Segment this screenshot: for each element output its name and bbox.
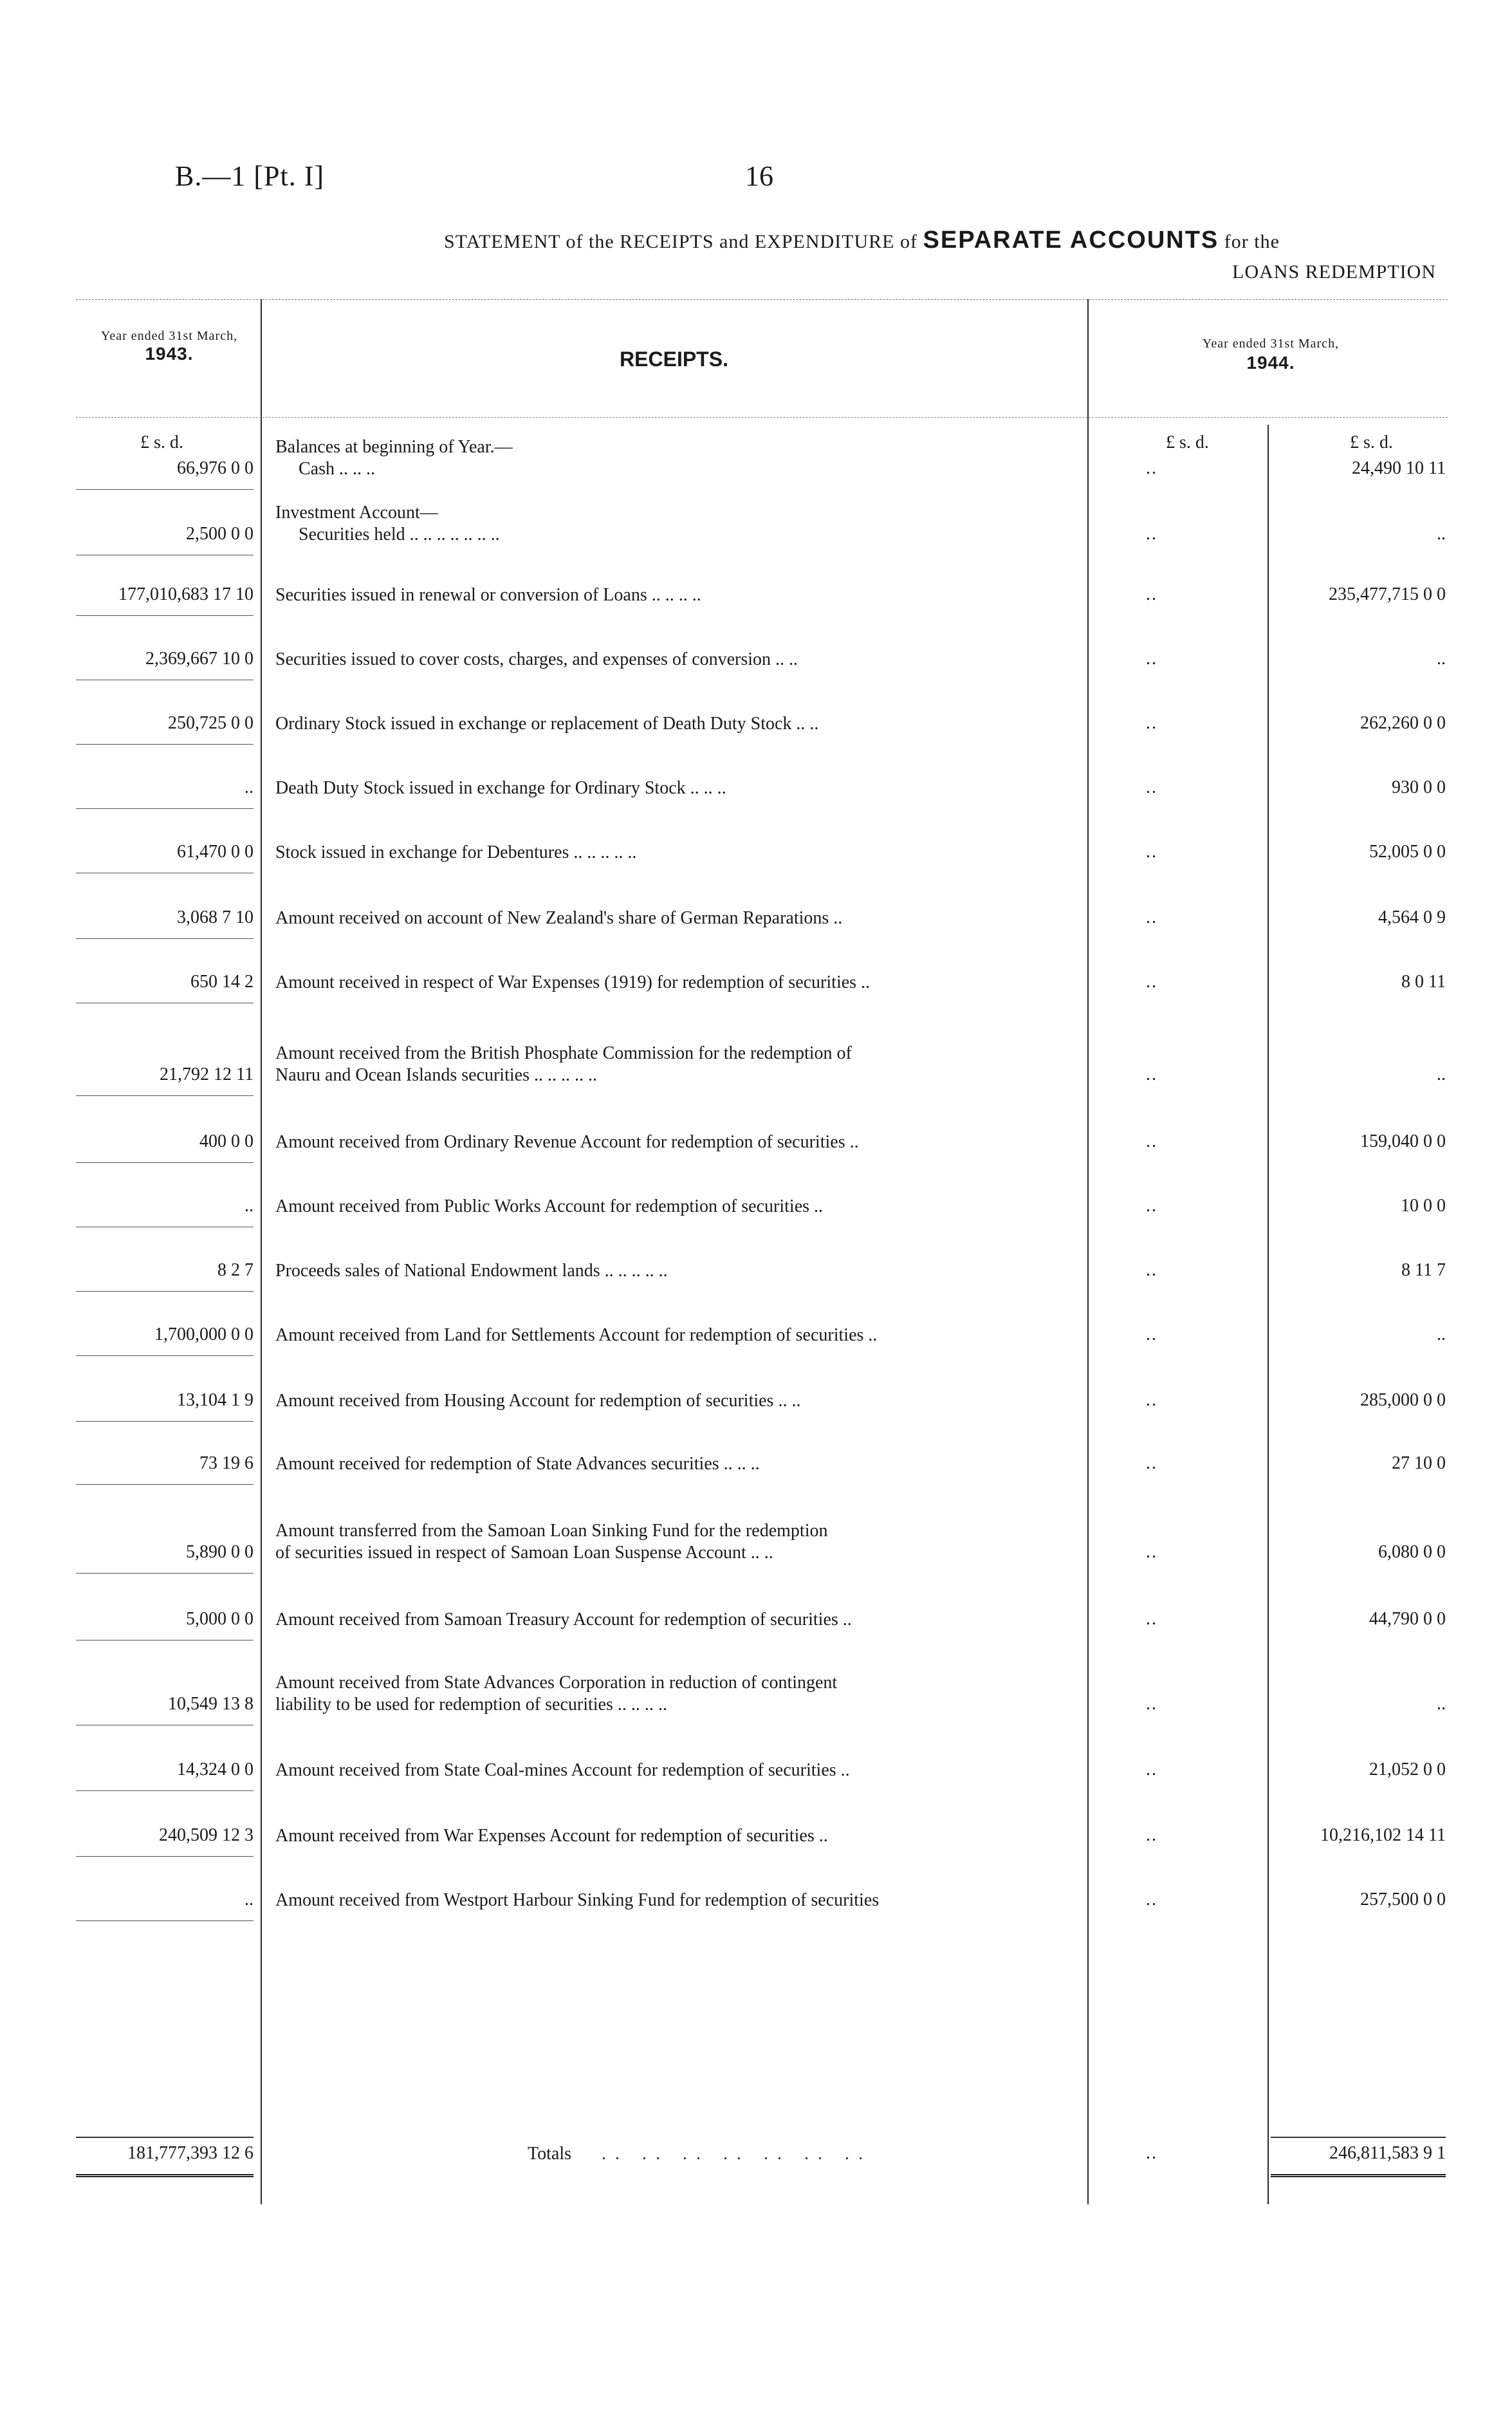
totals-double-rule-1944 bbox=[1271, 2174, 1446, 2177]
description-line: Amount received from State Coal-mines Account for redemption of securities .. bbox=[275, 1760, 850, 1780]
value-1944: 8 0 11 bbox=[1401, 972, 1446, 992]
value-1943: 650 14 2 bbox=[190, 972, 254, 992]
header-year-1943 bbox=[76, 328, 263, 364]
page-code: B.—1 [Pt. I] bbox=[175, 160, 324, 192]
value-1944: .. bbox=[1437, 649, 1446, 669]
description-line: Investment Account— bbox=[275, 503, 438, 523]
row-rule bbox=[76, 1162, 254, 1163]
value-1944: .. bbox=[1437, 1694, 1446, 1714]
value-1944: 285,000 0 0 bbox=[1360, 1390, 1446, 1410]
description bbox=[275, 1825, 1067, 1847]
placeholder-dots: .. bbox=[1146, 777, 1157, 797]
value-1943: 1,700,000 0 0 bbox=[154, 1324, 254, 1344]
value-1944: 8 11 7 bbox=[1401, 1260, 1446, 1280]
header-top-rule bbox=[76, 299, 1448, 300]
placeholder-dots: .. bbox=[1146, 1453, 1157, 1473]
currency-header-1944-right: £ s. d. bbox=[1350, 432, 1393, 452]
description-line: Amount transferred from the Samoan Loan Sinking Fund for the redemption bbox=[275, 1521, 828, 1541]
value-1943: 240,509 12 3 bbox=[159, 1825, 254, 1845]
value-1943: 5,000 0 0 bbox=[186, 1609, 254, 1629]
currency-header-1943: £ s. d. bbox=[140, 432, 183, 452]
placeholder-dots: .. bbox=[1146, 1064, 1157, 1084]
row-rule bbox=[76, 1355, 254, 1356]
row-rule bbox=[76, 808, 254, 809]
placeholder-dots: .. bbox=[1146, 1260, 1157, 1280]
value-1943: .. bbox=[244, 1196, 254, 1216]
description bbox=[275, 972, 1067, 994]
placeholder-dots: .. bbox=[1146, 907, 1157, 927]
value-1943: 2,500 0 0 bbox=[186, 524, 254, 544]
row-rule bbox=[76, 744, 254, 745]
value-1943: .. bbox=[244, 1890, 254, 1909]
header-year-1943-value: 1943. bbox=[145, 344, 194, 364]
value-1943: 2,369,667 10 0 bbox=[145, 649, 254, 669]
description bbox=[275, 1453, 1067, 1475]
description-line: Amount received from Housing Account for redemption of securities .. .. bbox=[275, 1391, 801, 1411]
placeholder-dots: .. bbox=[1146, 1131, 1157, 1151]
title-prefix: STATEMENT of the RECEIPTS and EXPENDITURE of bbox=[444, 231, 917, 252]
description bbox=[275, 1260, 1067, 1282]
value-1944: 10 0 0 bbox=[1401, 1196, 1446, 1216]
value-1944: 27 10 0 bbox=[1392, 1453, 1446, 1473]
placeholder-dots: .. bbox=[1146, 972, 1157, 992]
row-rule bbox=[76, 1421, 254, 1422]
description bbox=[275, 436, 1067, 480]
description-line: Amount received from Samoan Treasury Account for redemption of securities .. bbox=[275, 1610, 852, 1630]
value-1943: 250,725 0 0 bbox=[168, 713, 254, 733]
description bbox=[275, 777, 1067, 799]
value-1944: .. bbox=[1437, 524, 1446, 544]
value-1944: 21,052 0 0 bbox=[1369, 1760, 1446, 1779]
value-1943: 61,470 0 0 bbox=[177, 842, 254, 862]
row-rule bbox=[76, 1790, 254, 1791]
totals-leader: .. .. .. .. .. .. .. bbox=[602, 2144, 872, 2164]
totals-1944: 246,811,583 9 1 bbox=[1329, 2143, 1446, 2163]
value-1944: 257,500 0 0 bbox=[1360, 1890, 1446, 1909]
row-rule bbox=[76, 615, 254, 616]
totals-dots: .. bbox=[1146, 2143, 1157, 2163]
description-line: Amount received from Public Works Account for redemption of securities .. bbox=[275, 1196, 824, 1216]
statement-title bbox=[444, 227, 1280, 254]
value-1943: 66,976 0 0 bbox=[177, 458, 254, 478]
page-number: 16 bbox=[745, 160, 773, 192]
value-1944: 24,490 10 11 bbox=[1352, 458, 1446, 478]
placeholder-dots: .. bbox=[1146, 1196, 1157, 1216]
placeholder-dots: .. bbox=[1146, 1324, 1157, 1344]
description bbox=[275, 713, 1067, 735]
value-1944: 52,005 0 0 bbox=[1369, 842, 1446, 862]
description-line: Amount received from War Expenses Account for redemption of securities .. bbox=[275, 1826, 828, 1846]
row-rule bbox=[76, 489, 254, 490]
row-rule bbox=[76, 1856, 254, 1857]
description bbox=[275, 502, 1067, 546]
description bbox=[275, 1672, 1067, 1716]
row-rule bbox=[76, 1484, 254, 1485]
description bbox=[275, 584, 1067, 606]
title-suffix: for the bbox=[1224, 231, 1280, 252]
value-1944: 262,260 0 0 bbox=[1360, 713, 1446, 733]
row-rule bbox=[76, 1291, 254, 1292]
description-line: Stock issued in exchange for Debentures .. .. .. .. .. bbox=[275, 842, 637, 862]
description bbox=[275, 1890, 1067, 1911]
placeholder-dots: .. bbox=[1146, 1390, 1157, 1410]
value-1943: 14,324 0 0 bbox=[177, 1760, 254, 1779]
description bbox=[275, 907, 1067, 929]
header-bottom-rule bbox=[76, 417, 1448, 418]
placeholder-dots: .. bbox=[1146, 524, 1157, 544]
placeholder-dots: .. bbox=[1146, 842, 1157, 862]
totals-rule-1943 bbox=[76, 2137, 254, 2138]
row-rule bbox=[76, 1095, 254, 1096]
description-line: Amount received from Ordinary Revenue Account for redemption of securities .. bbox=[275, 1132, 859, 1152]
value-1944: 44,790 0 0 bbox=[1369, 1609, 1446, 1629]
description-line: Proceeds sales of National Endowment lands .. .. .. .. .. bbox=[275, 1261, 668, 1281]
description bbox=[275, 1131, 1067, 1153]
placeholder-dots: .. bbox=[1146, 584, 1157, 604]
placeholder-dots: .. bbox=[1146, 713, 1157, 733]
header-receipts: RECEIPTS. bbox=[620, 348, 728, 371]
description-line: Securities issued to cover costs, charges, and expenses of conversion .. .. bbox=[275, 649, 798, 669]
description-line: Securities issued in renewal or conversion of Loans .. .. .. .. bbox=[275, 585, 701, 605]
description-line: Amount received from State Advances Corporation in reduction of contingent bbox=[275, 1673, 838, 1693]
row-rule bbox=[76, 1920, 254, 1921]
description-line: Cash .. .. .. bbox=[299, 459, 375, 479]
description-line: Amount received on account of New Zealand's share of German Reparations .. bbox=[275, 908, 843, 928]
placeholder-dots: .. bbox=[1146, 1542, 1157, 1562]
description-line: Balances at beginning of Year.— bbox=[275, 437, 513, 457]
value-1944: 10,216,102 14 11 bbox=[1320, 1825, 1446, 1845]
totals-double-rule-1943 bbox=[76, 2174, 254, 2177]
description bbox=[275, 1609, 1067, 1631]
value-1944: 6,080 0 0 bbox=[1378, 1542, 1446, 1562]
placeholder-dots: .. bbox=[1146, 1825, 1157, 1845]
description-line: Nauru and Ocean Islands securities .. .. .. .. .. bbox=[275, 1065, 597, 1085]
placeholder-dots: .. bbox=[1146, 1609, 1157, 1629]
placeholder-dots: .. bbox=[1146, 458, 1157, 478]
value-1944: .. bbox=[1437, 1064, 1446, 1084]
description bbox=[275, 649, 1067, 671]
placeholder-dots: .. bbox=[1146, 1694, 1157, 1714]
value-1944: 930 0 0 bbox=[1392, 777, 1446, 797]
totals-rule-1944 bbox=[1271, 2137, 1446, 2138]
row-rule bbox=[76, 1573, 254, 1574]
header-year-1944 bbox=[1094, 335, 1448, 373]
description-line: Amount received for redemption of State Advances securities .. .. .. bbox=[275, 1454, 760, 1474]
value-1944: .. bbox=[1437, 1324, 1446, 1344]
value-1943: 21,792 12 11 bbox=[160, 1064, 254, 1084]
title-accounts: SEPARATE ACCOUNTS bbox=[923, 227, 1219, 254]
value-1944: 4,564 0 9 bbox=[1378, 907, 1446, 927]
description bbox=[275, 1324, 1067, 1346]
column-divider-1 bbox=[261, 299, 262, 2204]
description-line: Amount received from Westport Harbour Sinking Fund for redemption of securities bbox=[275, 1890, 880, 1910]
placeholder-dots: .. bbox=[1146, 1890, 1157, 1909]
row-rule bbox=[76, 938, 254, 939]
description-line: liability to be used for redemption of securities .. .. .. .. bbox=[275, 1695, 667, 1714]
header-year-1944-label: Year ended 31st March, bbox=[1202, 337, 1340, 351]
header-year-1943-label: Year ended 31st March, bbox=[100, 329, 238, 343]
description bbox=[275, 1760, 1067, 1781]
description bbox=[275, 1520, 1067, 1564]
placeholder-dots: .. bbox=[1146, 1760, 1157, 1779]
description bbox=[275, 1196, 1067, 1218]
column-divider-3 bbox=[1268, 425, 1269, 2204]
description-line: Amount received from Land for Settlements Account for redemption of securities .. bbox=[275, 1325, 878, 1345]
totals-1943: 181,777,393 12 6 bbox=[127, 2143, 254, 2163]
description-line: Ordinary Stock issued in exchange or replacement of Death Duty Stock .. .. bbox=[275, 714, 819, 734]
description-line: Securities held .. .. .. .. .. .. .. bbox=[299, 525, 500, 544]
placeholder-dots: .. bbox=[1146, 649, 1157, 669]
value-1943: 13,104 1 9 bbox=[177, 1390, 254, 1410]
statement-subtitle: LOANS REDEMPTION bbox=[1232, 261, 1436, 283]
description-line: Amount received from the British Phosphate Commission for the redemption of bbox=[275, 1043, 852, 1063]
value-1943: 177,010,683 17 10 bbox=[118, 584, 254, 604]
header-year-1944-value: 1944. bbox=[1246, 353, 1295, 373]
value-1943: 5,890 0 0 bbox=[186, 1542, 254, 1562]
value-1944: 159,040 0 0 bbox=[1360, 1131, 1446, 1151]
value-1944: 235,477,715 0 0 bbox=[1329, 584, 1446, 604]
description bbox=[275, 1390, 1067, 1412]
column-divider-2 bbox=[1087, 299, 1089, 2204]
value-1943: 10,549 13 8 bbox=[168, 1694, 254, 1714]
value-1943: 3,068 7 10 bbox=[177, 907, 254, 927]
description bbox=[275, 1043, 1067, 1086]
totals-label: Totals bbox=[528, 2144, 572, 2164]
description-line: Amount received in respect of War Expenses (1919) for redemption of securities .. bbox=[275, 972, 871, 992]
value-1943: 73 19 6 bbox=[199, 1453, 254, 1473]
description-line: of securities issued in respect of Samoan Loan Suspense Account .. .. bbox=[275, 1543, 773, 1563]
value-1943: 400 0 0 bbox=[199, 1131, 254, 1151]
description bbox=[275, 842, 1067, 864]
value-1943: 8 2 7 bbox=[217, 1260, 254, 1280]
value-1943: .. bbox=[244, 777, 254, 797]
description-line: Death Duty Stock issued in exchange for Ordinary Stock .. .. .. bbox=[275, 778, 726, 798]
currency-header-1944-left: £ s. d. bbox=[1166, 432, 1209, 452]
